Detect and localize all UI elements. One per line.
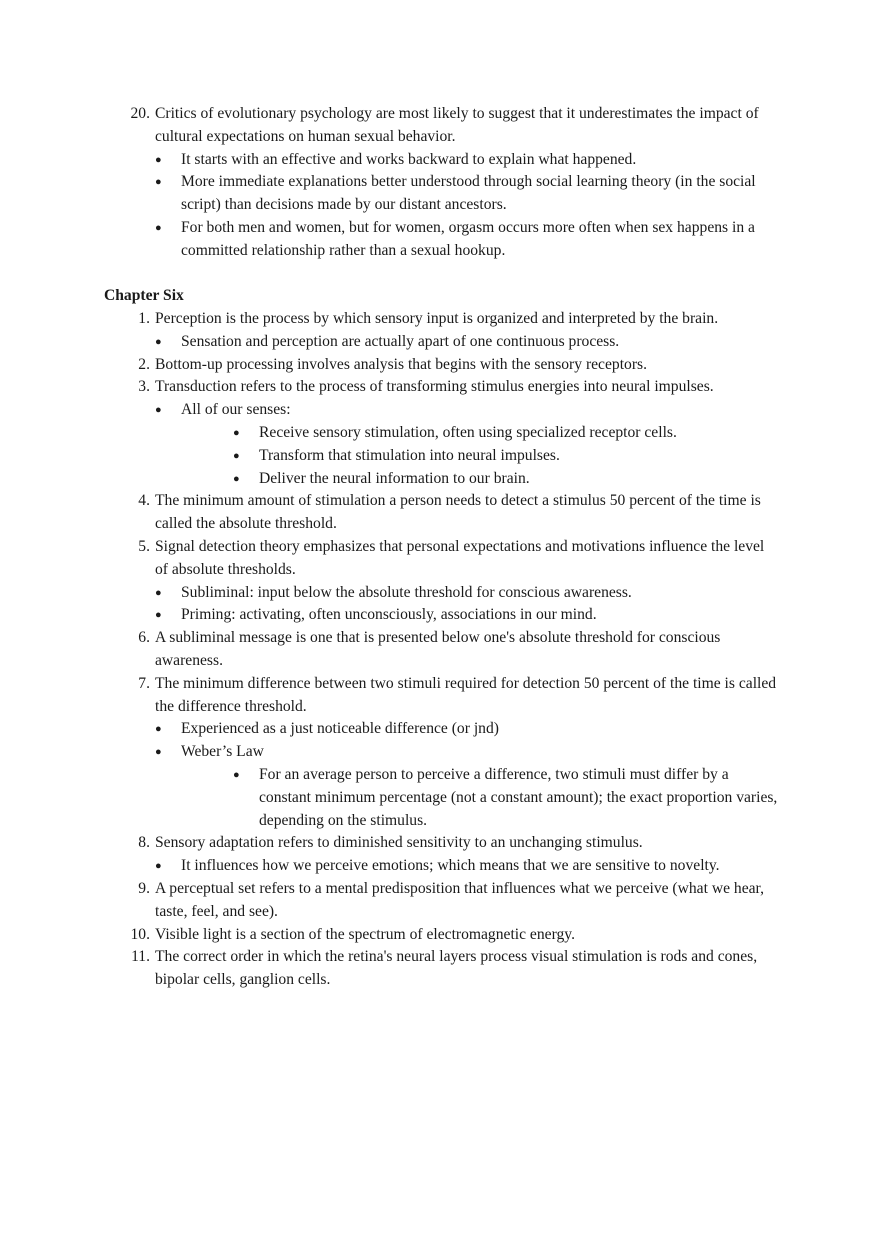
bullet-icon: ● bbox=[155, 860, 162, 873]
bullet-icon: ● bbox=[155, 586, 162, 599]
bullet-text: It influences how we perceive emotions; which means that we are sensitive to novelty. bbox=[181, 857, 720, 875]
list-item-9 bbox=[104, 878, 780, 924]
sub-bullet-item bbox=[155, 468, 780, 491]
item-number: 6. bbox=[138, 629, 150, 647]
bullet-text: Priming: activating, often unconsciously, associations in our mind. bbox=[181, 606, 597, 624]
list-item-3 bbox=[104, 376, 780, 399]
list-item-6 bbox=[104, 627, 780, 673]
list-item-1 bbox=[104, 308, 780, 331]
list-item-4 bbox=[104, 490, 780, 536]
list-item-20 bbox=[104, 103, 780, 149]
sub-bullet-text: Deliver the neural information to our brain. bbox=[259, 469, 530, 487]
list-item-11 bbox=[104, 946, 780, 992]
item-text: Transduction refers to the process of transforming stimulus energies into neural impulses. bbox=[155, 378, 714, 396]
bullet-icon: ● bbox=[155, 746, 162, 759]
item-number: 11. bbox=[131, 948, 150, 966]
item-text: The minimum amount of stimulation a person needs to detect a stimulus 50 percent of the time is called the absolute threshold. bbox=[155, 492, 761, 533]
bullet-item bbox=[155, 604, 780, 627]
bullet-text: Weber’s Law bbox=[181, 743, 264, 761]
item-number: 8. bbox=[138, 834, 150, 852]
bullet-text: More immediate explanations better understood through social learning theory (in the social script) than decisions made by our distant ancestors. bbox=[181, 173, 756, 214]
item-text: Visible light is a section of the spectrum of electromagnetic energy. bbox=[155, 925, 575, 943]
item-text: The correct order in which the retina's neural layers process visual stimulation is rods and cones, bipolar cells, ganglion cells. bbox=[155, 948, 758, 989]
item-number: 20. bbox=[130, 105, 150, 122]
bullet-icon: ● bbox=[233, 472, 240, 485]
bullet-icon: ● bbox=[155, 221, 162, 234]
item-number: 1. bbox=[138, 310, 150, 327]
sub-bullet-item bbox=[155, 445, 780, 468]
sub-bullet-text: Transform that stimulation into neural impulses. bbox=[259, 446, 560, 464]
bullet-item bbox=[155, 331, 780, 354]
bullet-item bbox=[155, 399, 780, 422]
list-item-8 bbox=[104, 832, 780, 855]
item-text: Perception is the process by which sensory input is organized and interpreted by the brain. bbox=[155, 310, 719, 327]
bullet-text: All of our senses: bbox=[181, 401, 291, 419]
sub-bullet-item bbox=[155, 422, 780, 445]
numbered-list bbox=[104, 308, 780, 992]
bullet-item bbox=[155, 217, 780, 263]
bullet-item bbox=[155, 582, 780, 605]
list-item-7 bbox=[104, 673, 780, 719]
bullet-text: Experienced as a just noticeable difference (or jnd) bbox=[181, 720, 499, 738]
bullet-text: Sensation and perception are actually apart of one continuous process. bbox=[181, 332, 620, 350]
numbered-list-continued bbox=[104, 103, 780, 263]
bullet-text: Subliminal: input below the absolute threshold for conscious awareness. bbox=[181, 583, 632, 601]
item-text: Sensory adaptation refers to diminished sensitivity to an unchanging stimulus. bbox=[155, 834, 643, 852]
list-item-5 bbox=[104, 536, 780, 582]
bullet-text: For both men and women, but for women, orgasm occurs more often when sex happens in a committed relationship rather than a sexual hookup. bbox=[181, 218, 755, 259]
item-text: Signal detection theory emphasizes that personal expectations and motivations influence the level of absolute thresholds. bbox=[155, 537, 765, 578]
bullet-item bbox=[155, 855, 780, 878]
list-item-2 bbox=[104, 354, 780, 377]
bullet-icon: ● bbox=[233, 768, 240, 781]
item-number: 3. bbox=[138, 378, 150, 396]
item-text: Critics of evolutionary psychology are most likely to suggest that it underestimates the impact of cultural expectations on human sexual behavior. bbox=[155, 105, 759, 145]
item-number: 9. bbox=[138, 879, 150, 897]
bullet-icon: ● bbox=[155, 176, 162, 189]
bullet-item bbox=[155, 741, 780, 764]
sub-bullet-text: Receive sensory stimulation, often using specialized receptor cells. bbox=[259, 423, 677, 441]
bullet-icon: ● bbox=[155, 335, 162, 348]
bullet-icon: ● bbox=[155, 404, 162, 417]
item-number: 7. bbox=[138, 674, 150, 692]
bullet-icon: ● bbox=[233, 426, 240, 439]
item-text: A perceptual set refers to a mental predisposition that influences what we perceive (what we hear, taste, feel, and see). bbox=[155, 879, 765, 920]
bullet-icon: ● bbox=[155, 609, 162, 622]
bullet-text: It starts with an effective and works backward to explain what happened. bbox=[181, 150, 637, 168]
bullet-icon: ● bbox=[233, 449, 240, 462]
item-text: The minimum difference between two stimuli required for detection 50 percent of the time is called the difference threshold. bbox=[155, 674, 777, 715]
item-text: A subliminal message is one that is presented below one's absolute threshold for conscious awareness. bbox=[155, 629, 721, 669]
bullet-item bbox=[155, 171, 780, 217]
section-heading: Chapter Six bbox=[104, 287, 184, 304]
item-number: 4. bbox=[138, 492, 150, 510]
bullet-item bbox=[155, 718, 780, 741]
sub-bullet-text: For an average person to perceive a difference, two stimuli must differ by a constant minimum percentage (not a constant amount); the exact proportion varies, depending on the stimulus. bbox=[259, 765, 778, 829]
item-number: 5. bbox=[138, 537, 150, 555]
sub-bullet-item bbox=[155, 764, 780, 832]
bullet-item bbox=[155, 149, 780, 172]
item-number: 2. bbox=[138, 355, 150, 373]
bullet-icon: ● bbox=[155, 723, 162, 736]
item-text: Bottom-up processing involves analysis that begins with the sensory receptors. bbox=[155, 355, 647, 373]
list-item-10 bbox=[104, 924, 780, 947]
bullet-icon: ● bbox=[155, 153, 162, 166]
item-number: 10. bbox=[130, 925, 150, 943]
